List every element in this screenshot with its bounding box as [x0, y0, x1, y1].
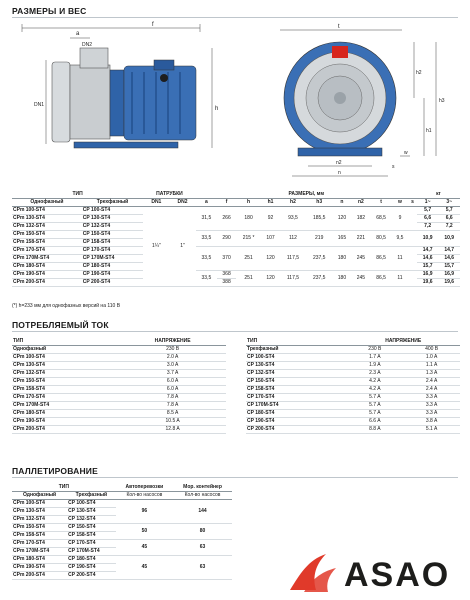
table-row: CPm 158-ST4 CP 158-ST4 — [12, 532, 232, 540]
table-row: CPm 158-ST4 CP 158-ST4 — [12, 239, 460, 247]
th-col: h3 — [306, 199, 333, 207]
label-w: w — [404, 150, 408, 156]
label-h1: h1 — [426, 128, 432, 134]
section-title-current: ПОТРЕБЛЯЕМЫЙ ТОК — [12, 320, 109, 330]
th-three: Трехфазный — [82, 199, 143, 207]
th-col: h — [236, 199, 261, 207]
label-h: h — [215, 106, 219, 112]
table-row: CP 100-ST4 1.7 A 1.0 A — [246, 354, 460, 362]
table-row: CP 130-ST4 1.9 A 1.1 A — [246, 362, 460, 370]
table-row: Однофазный 230 В — [12, 346, 226, 354]
label-dn1: DN1 — [34, 102, 45, 108]
pump-side-view — [22, 22, 218, 148]
table-row: CPm 200-ST4 CP 200-ST4 388 19,6 19,6 — [12, 279, 460, 287]
th-col: s — [408, 199, 417, 207]
table-row: CPm 100-ST4 2.0 A — [12, 354, 226, 362]
table-row: CP 150-ST4 4.2 A 2.4 A — [246, 378, 460, 386]
th-col: a — [196, 199, 217, 207]
dn2-value: 1" — [169, 207, 195, 287]
table-row: CPm 180-ST4 CP 180-ST4 15,7 15,7 — [12, 263, 460, 271]
footnote: (*) h=233 мм для однофазных версий на 110 В — [12, 303, 121, 309]
th-col: 1~ — [417, 199, 438, 207]
current-three-table: ТИП НАПРЯЖЕНИЕ Трехфазный 230 В 400 В CP 100-ST4 1.7 A 1.0 A CP 130-ST4 1.9 A 1.1 A CP 132-ST4 2.3 A 1.3 A CP 150-ST4 4.2 A 2.4 A CP 158-ST4 4.2 A 2.4 A CP 170-ST4 5.7 A 3.3 A CP 170M-ST4 5.7 A 3.3 A CP 180-ST4 5.7 A 3.3 A CP 190-ST4 6.6 A 3.8 A CP 200-ST4 8.8 A 5.1 A — [246, 338, 460, 434]
table-row: CPm 170M-ST4 7.8 A — [12, 402, 226, 410]
th-dn1: DN1 — [143, 199, 169, 207]
th-type: ТИП — [12, 191, 143, 199]
pallet-table: ТИП Автоперевозки Мор. контейнер Однофазный Трехфазный Кол-во насосов Кол-во насосов CPm 100-ST4 CP 100-ST4 96 144 CPm 130-ST4 CP 130-ST4 CPm 132-ST4 CP 132-ST4 CPm 150-ST4 CP 150-ST4 50 80 CPm 158-ST4 CP 158-ST4 CPm 170-ST4 CP 170-ST4 45 63 CPm 170M-ST4 CP 170M-ST4 CPm 180-ST4 CP 180-ST4 45 63 CPm 190-ST4 CP 190-ST4 CPm 200-ST4 CP 200-ST4 — [12, 484, 232, 580]
label-n2: n2 — [336, 160, 342, 166]
table-row: CPm 150-ST4 CP 150-ST4 33,5 290 215 * 107 112 219 165 221 80,5 9,5 10,9 10,9 — [12, 231, 460, 239]
logo-text: ASAO — [344, 556, 451, 594]
th-col: f — [217, 199, 236, 207]
th-col: 3~ — [438, 199, 460, 207]
table-row: CPm 190-ST4 CP 190-ST4 — [12, 564, 232, 572]
table-row: CPm 132-ST4 3.7 A — [12, 370, 226, 378]
table-row: CPm 150-ST4 CP 150-ST4 50 80 — [12, 524, 232, 532]
table-row: CPm 130-ST4 3.0 A — [12, 362, 226, 370]
table-row: CPm 170-ST4 CP 170-ST4 33,5 370 251 120 117,5 237,5 180 245 86,5 11 14,7 14,7 — [12, 247, 460, 255]
table-row: Трехфазный 230 В 400 В — [246, 346, 460, 354]
table-row: CPm 200-ST4 CP 200-ST4 — [12, 572, 232, 580]
table-row: CPm 130-ST4 CP 130-ST4 6,6 6,6 — [12, 215, 460, 223]
th-col: h1 — [261, 199, 280, 207]
th-col: n2 — [351, 199, 370, 207]
table-row: CP 132-ST4 2.3 A 1.3 A — [246, 370, 460, 378]
pump-drawing — [12, 20, 460, 182]
th-single: Однофазный — [12, 199, 82, 207]
table-row: CP 158-ST4 4.2 A 2.4 A — [246, 386, 460, 394]
table-row: CPm 170M-ST4 CP 170M-ST4 — [12, 548, 232, 556]
section-title-dimensions: РАЗМЕРЫ И ВЕС — [12, 6, 87, 16]
table-row: CPm 180-ST4 CP 180-ST4 45 63 — [12, 556, 232, 564]
th-col: n — [332, 199, 351, 207]
label-n: n — [338, 170, 341, 176]
table-row: CPm 150-ST4 6.0 A — [12, 378, 226, 386]
table-row: CPm 190-ST4 10.5 A — [12, 418, 226, 426]
label-a: a — [76, 31, 80, 37]
table-row: CPm 170-ST4 CP 170-ST4 45 63 — [12, 540, 232, 548]
pump-front-view — [280, 24, 445, 176]
table-row: CPm 132-ST4 CP 132-ST4 — [12, 516, 232, 524]
table-row: CP 190-ST4 6.6 A 3.8 A — [246, 418, 460, 426]
th-dn2: DN2 — [169, 199, 195, 207]
asao-logo — [286, 546, 470, 600]
table-row: CP 170M-ST4 5.7 A 3.3 A — [246, 402, 460, 410]
th-col: h2 — [280, 199, 306, 207]
table-row: CP 170-ST4 5.7 A 3.3 A — [246, 394, 460, 402]
label-s: s — [392, 164, 395, 170]
th-col: w — [392, 199, 408, 207]
table-row: CPm 170M-ST4 CP 170M-ST4 14,6 14,6 — [12, 255, 460, 263]
th-kg: кг — [417, 191, 460, 199]
label-h2: h2 — [416, 70, 422, 76]
label-h3: h3 — [439, 98, 445, 104]
section-title-pallet: ПАЛЛЕТИРОВАНИЕ — [12, 466, 98, 476]
label-dn2: DN2 — [82, 42, 93, 48]
table-row: CP 180-ST4 5.7 A 3.3 A — [246, 410, 460, 418]
dimensions-table — [12, 191, 460, 287]
label-f: f — [152, 22, 154, 28]
table-row: CPm 132-ST4 CP 132-ST4 7,2 7,2 — [12, 223, 460, 231]
th-ports: ПАТРУБКИ — [143, 191, 195, 199]
table-row: CPm 130-ST4 CP 130-ST4 — [12, 508, 232, 516]
table-row: CPm 180-ST4 8.5 A — [12, 410, 226, 418]
table-row: CPm 190-ST4 CP 190-ST4 33,5 368 251 120 117,5 237,5 180 245 86,5 11 16,9 16,9 — [12, 271, 460, 279]
th-col: t — [370, 199, 391, 207]
table-row: CPm 158-ST4 6.0 A — [12, 386, 226, 394]
label-t: t — [338, 24, 340, 30]
dn1-value: 1¼" — [143, 207, 169, 287]
table-row: CPm 100-ST4 CP 100-ST4 96 144 — [12, 500, 232, 508]
current-single-table: ТИП НАПРЯЖЕНИЕ Однофазный 230 В CPm 100-ST4 2.0 A CPm 130-ST4 3.0 A CPm 132-ST4 3.7 A CPm 150-ST4 6.0 A CPm 158-ST4 6.0 A CPm 170-ST4 7.8 A CPm 170M-ST4 7.8 A CPm 180-ST4 8.5 A CPm 190-ST4 10.5 A CPm 200-ST4 12.8 A — [12, 338, 226, 434]
table-row: CPm 100-ST4 CP 100-ST4 1¼" 1" 31,5 266 180 92 93,5 185,5 120 182 68,5 9 5,7 5,7 — [12, 207, 460, 215]
table-row: CPm 200-ST4 12.8 A — [12, 426, 226, 434]
table-row: CP 200-ST4 8.8 A 5.1 A — [246, 426, 460, 434]
table-row: CPm 170-ST4 7.8 A — [12, 394, 226, 402]
th-dims: РАЗМЕРЫ, мм — [196, 191, 417, 199]
